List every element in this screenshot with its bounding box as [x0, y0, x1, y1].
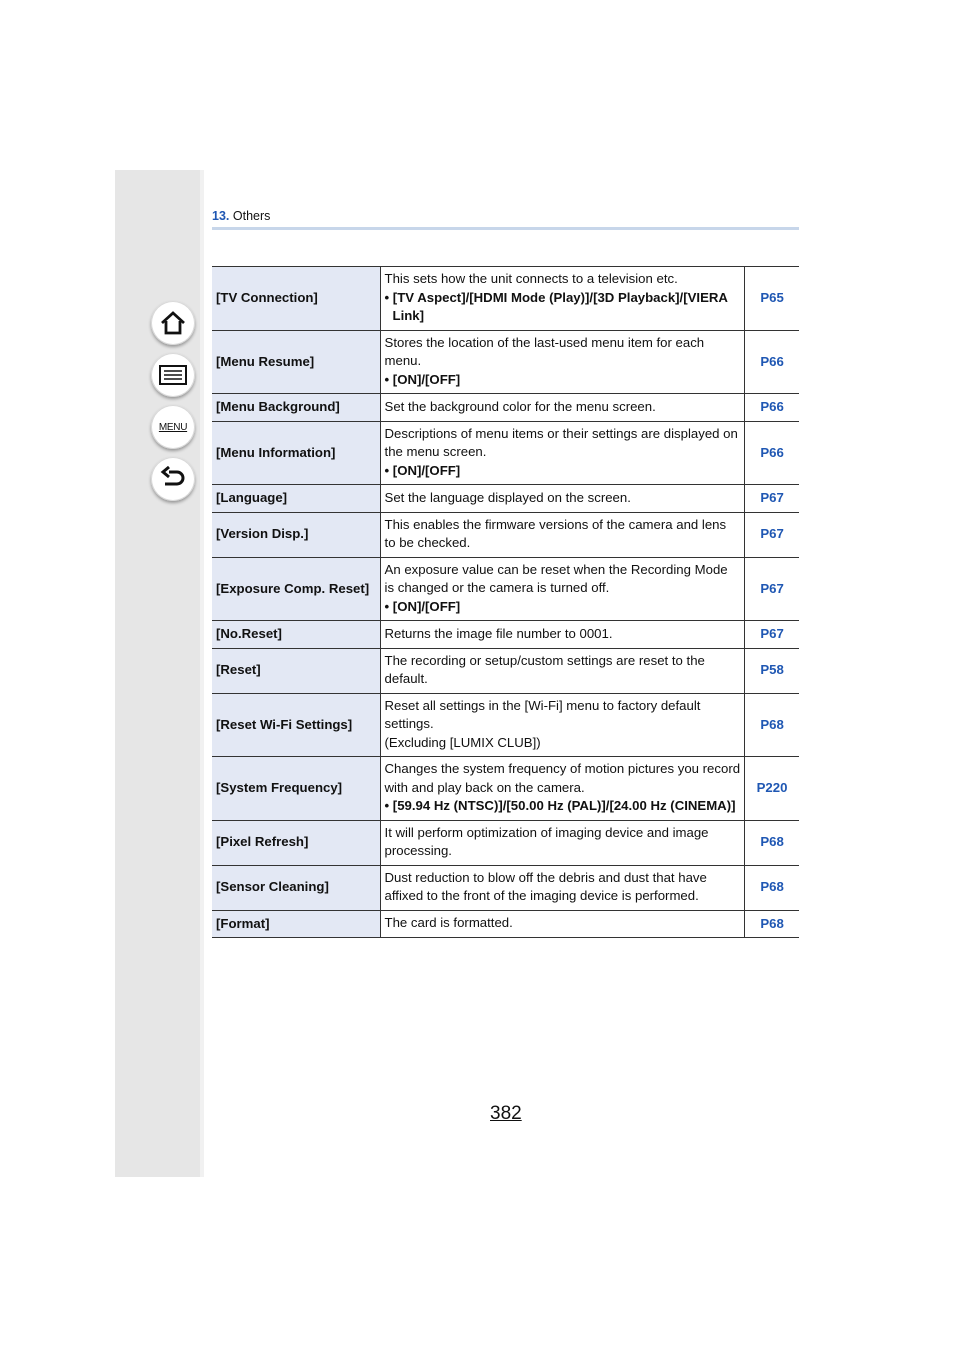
description-line: It will perform optimization of imaging device and image processing.: [384, 824, 709, 858]
home-button[interactable]: [151, 301, 195, 345]
setting-name: [Reset Wi-Fi Settings]: [212, 693, 380, 757]
table-row: [212, 648, 799, 693]
page-reference-link[interactable]: P67: [745, 621, 799, 649]
table-row: [212, 394, 799, 422]
table-row: [212, 557, 799, 621]
page-reference-link[interactable]: P66: [745, 394, 799, 422]
page-reference-link[interactable]: P68: [745, 865, 799, 910]
setting-options: • [ON]/[OFF]: [384, 462, 461, 478]
setting-name: [Sensor Cleaning]: [212, 865, 380, 910]
description-line: Stores the location of the last-used menu item for each menu.: [384, 334, 705, 368]
table-row: [212, 421, 799, 485]
table-row: [212, 757, 799, 821]
header-divider: [212, 227, 799, 230]
table-row: [212, 693, 799, 757]
setting-description: [380, 394, 745, 422]
description-line: This enables the firmware versions of the camera and lens to be checked.: [384, 516, 727, 550]
menu-button[interactable]: [151, 405, 195, 449]
table-row: [212, 512, 799, 557]
setting-description: [380, 330, 745, 394]
setting-description: [380, 820, 745, 865]
description-line: Returns the image file number to 0001.: [384, 625, 613, 641]
table-row: [212, 910, 799, 938]
setting-name: [Language]: [212, 485, 380, 513]
page-reference-link[interactable]: P68: [745, 820, 799, 865]
setting-description: [380, 512, 745, 557]
setting-name: [Version Disp.]: [212, 512, 380, 557]
table-body: [212, 267, 799, 938]
setting-name: [Exposure Comp. Reset]: [212, 557, 380, 621]
table-row: [212, 621, 799, 649]
chapter-number: 13.: [212, 209, 230, 223]
description-line: Reset all settings in the [Wi-Fi] menu to factory default settings.: [384, 697, 701, 731]
setting-name: [No.Reset]: [212, 621, 380, 649]
setting-description: [380, 557, 745, 621]
contents-list-icon: [158, 363, 188, 387]
setting-description: [380, 865, 745, 910]
description-line: Set the background color for the menu screen.: [384, 398, 656, 414]
setting-name: [Menu Resume]: [212, 330, 380, 394]
setting-description: [380, 485, 745, 513]
page-reference-link[interactable]: P68: [745, 910, 799, 938]
back-arrow-icon: [159, 466, 187, 492]
setting-description: [380, 757, 745, 821]
setup-menu-table: [212, 266, 799, 938]
page-reference-link[interactable]: P220: [745, 757, 799, 821]
setting-name: [System Frequency]: [212, 757, 380, 821]
description-line: The recording or setup/custom settings are reset to the default.: [384, 652, 705, 686]
setting-description: [380, 421, 745, 485]
side-navigation-edge: [200, 170, 204, 1177]
contents-button[interactable]: [151, 353, 195, 397]
description-line: Descriptions of menu items or their settings are displayed on the menu screen.: [384, 425, 738, 459]
page-reference-link[interactable]: P67: [745, 557, 799, 621]
page-reference-link[interactable]: P66: [745, 330, 799, 394]
table-row: [212, 865, 799, 910]
table-row: [212, 820, 799, 865]
description-line: The card is formatted.: [384, 915, 513, 930]
setting-name: [TV Connection]: [212, 267, 380, 331]
menu-button-label: MENU: [158, 421, 188, 433]
setting-name: [Pixel Refresh]: [212, 820, 380, 865]
page-number: 382: [490, 1103, 522, 1124]
description-line: This sets how the unit connects to a television etc.: [384, 271, 678, 286]
page-reference-link[interactable]: P58: [745, 648, 799, 693]
setting-description: [380, 267, 745, 331]
table-row: [212, 267, 799, 331]
page-reference-link[interactable]: P65: [745, 267, 799, 331]
description-line: Changes the system frequency of motion pictures you record with and play back on the camera.: [384, 761, 741, 795]
setting-options: • [TV Aspect]/[HDMI Mode (Play)]/[3D Playback]/[VIERA Link]: [384, 289, 728, 323]
back-button[interactable]: [151, 457, 195, 501]
setting-options: • [ON]/[OFF]: [384, 598, 461, 614]
home-icon: [159, 309, 187, 337]
chapter-title: Others: [232, 209, 271, 223]
setting-name: [Menu Background]: [212, 394, 380, 422]
page-reference-link[interactable]: P68: [745, 693, 799, 757]
setting-options: • [ON]/[OFF]: [384, 371, 461, 387]
page-reference-link[interactable]: P67: [745, 485, 799, 513]
setting-description: [380, 621, 745, 649]
table-row: [212, 485, 799, 513]
setting-description: [380, 910, 745, 938]
chapter-header: [212, 209, 270, 223]
setting-description: [380, 693, 745, 757]
description-line: (Excluding [LUMIX CLUB]): [384, 734, 541, 750]
page-reference-link[interactable]: P66: [745, 421, 799, 485]
table-row: [212, 330, 799, 394]
page-reference-link[interactable]: P67: [745, 512, 799, 557]
description-line: An exposure value can be reset when the Recording Mode is changed or the camera is turned off.: [384, 561, 728, 595]
setting-description: [380, 648, 745, 693]
setting-name: [Reset]: [212, 648, 380, 693]
setting-options: • [59.94 Hz (NTSC)]/[50.00 Hz (PAL)]/[24.00 Hz (CINEMA)]: [384, 798, 736, 813]
setting-name: [Format]: [212, 910, 380, 938]
description-line: Dust reduction to blow off the debris and dust that have affixed to the front of the imaging device is performed.: [384, 869, 707, 903]
description-line: Set the language displayed on the screen.: [384, 489, 631, 505]
setting-name: [Menu Information]: [212, 421, 380, 485]
